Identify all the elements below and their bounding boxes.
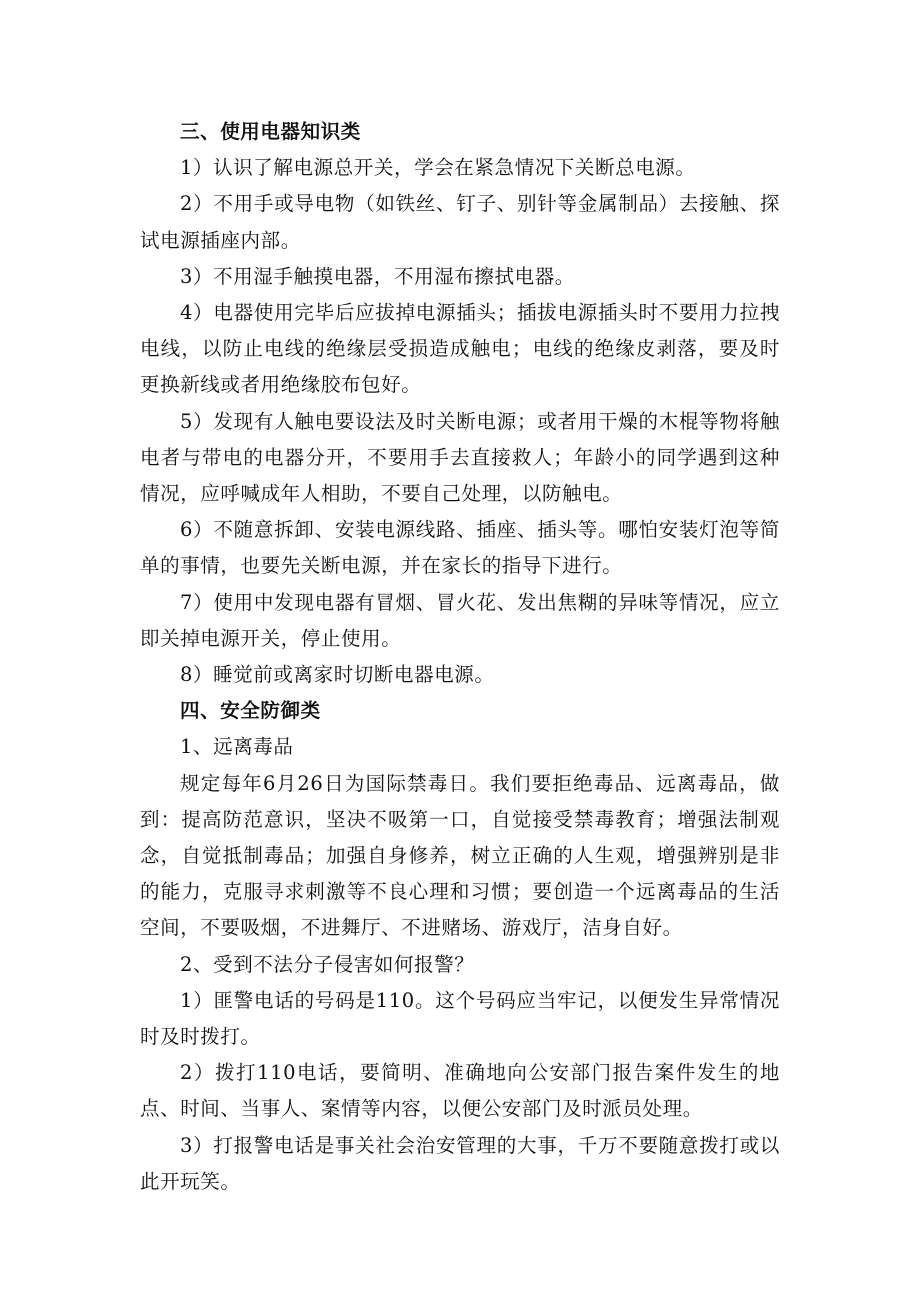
drugs-paragraph: 规定每年6月26日为国际禁毒日。我们要拒绝毒品、远离毒品，做到：提高防范意识，坚决不吸第一口，自觉接受禁毒教育；增强法制观念，自觉抵制毒品；加强自身修养，树立正确的人生观，增强辨别是非的能力，克服寻求刺激等不良心理和习惯；要创造一个远离毒品的生活空间，不要吸烟，不进舞厅、不进赌场、游戏厅，洁身自好。 <box>140 771 780 940</box>
police-item-3: 3）打报警电话是事关社会治安管理的大事，千万不要随意拨打或以此开玩笑。 <box>140 1133 780 1193</box>
electrical-item-2: 2）不用手或导电物（如铁丝、钉子、别针等金属制品）去接触、探试电源插座内部。 <box>140 192 780 252</box>
document-page <box>140 114 780 1200</box>
electrical-item-1: 1）认识了解电源总开关，学会在紧急情况下关断总电源。 <box>180 156 696 180</box>
electrical-item-8: 8）睡觉前或离家时切断电器电源。 <box>180 663 495 687</box>
electrical-item-7: 7）使用中发现电器有冒烟、冒火花、发出焦糊的异味等情况，应立即关掉电源开关，停止使用。 <box>140 590 780 650</box>
subsection-title-drugs: 1、远离毒品 <box>180 735 294 759</box>
electrical-item-6: 6）不随意拆卸、安装电源线路、插座、插头等。哪怕安装灯泡等简单的事情，也要先关断电源，并在家长的指导下进行。 <box>140 518 780 578</box>
electrical-item-4: 4）电器使用完毕后应拔掉电源插头；插拔电源插头时不要用力拉拽电线，以防止电线的绝缘层受损造成触电；电线的绝缘皮剥落，要及时更换新线或者用绝缘胶布包好。 <box>140 301 780 397</box>
section-heading-safety: 四、安全防御类 <box>180 699 321 723</box>
police-item-1: 1）匪警电话的号码是110。这个号码应当牢记，以便发生异常情况时及时拨打。 <box>140 988 780 1049</box>
section-heading-electrical: 三、使用电器知识类 <box>180 120 361 143</box>
electrical-item-5: 5）发现有人触电要设法及时关断电源；或者用干燥的木棍等物将触电者与带电的电器分开，不要用手去直接救人；年龄小的同学遇到这种情况，应呼喊成年人相助，不要自己处理，以防触电。 <box>140 409 780 506</box>
electrical-item-3: 3）不用湿手触摸电器，不用湿布擦拭电器。 <box>180 264 575 288</box>
subsection-title-police: 2、受到不法分子侵害如何报警？ <box>180 952 475 976</box>
police-item-2: 2）拨打110电话，要简明、准确地向公安部门报告案件发生的地点、时间、当事人、案情等内容，以便公安部门及时派员处理。 <box>140 1061 780 1121</box>
